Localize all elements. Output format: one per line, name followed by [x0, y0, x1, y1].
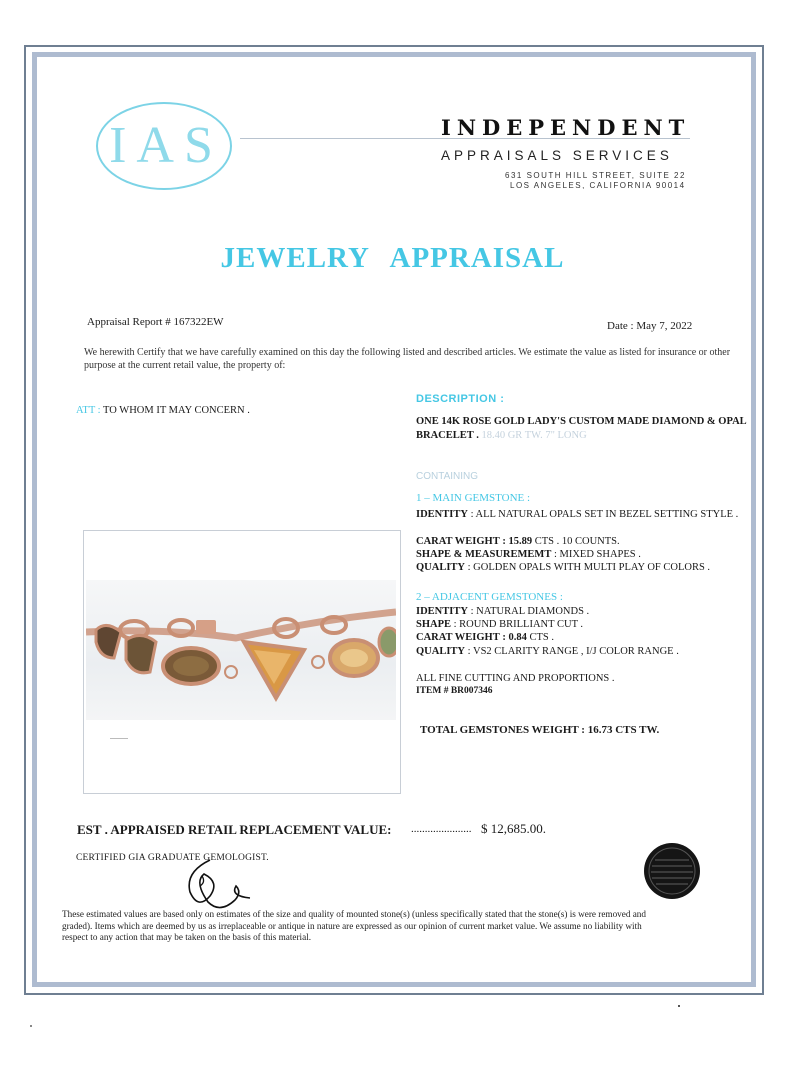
adjacent-carat-suffix: CTS .	[529, 632, 554, 643]
adjacent-carat-label: CARAT WEIGHT	[416, 632, 500, 643]
cutting-note: ALL FINE CUTTING AND PROPORTIONS .	[416, 673, 615, 684]
main-carat-suffix: CTS . 10 COUNTS.	[534, 536, 620, 547]
appraised-value-leader: ......................	[411, 823, 472, 835]
adjacent-identity-value: : NATURAL DIAMONDS .	[470, 606, 590, 617]
company-name: INDEPENDENT	[441, 115, 691, 140]
att-label: ATT :	[76, 405, 101, 416]
company-subname: APPRAISALS SERVICES	[441, 148, 673, 163]
adjacent-identity-label: IDENTITY	[416, 606, 468, 617]
adjacent-carat-value: : 0.84	[502, 632, 527, 643]
signature-icon	[180, 852, 260, 912]
main-identity-label: IDENTITY	[416, 509, 468, 520]
bracelet-photo-icon	[86, 580, 396, 720]
appraised-value-label: EST . APPRAISED RETAIL REPLACEMENT VALUE:	[77, 822, 392, 837]
adjacent-identity	[416, 605, 589, 618]
company-address-1: 631 SOUTH HILL STREET, SUITE 22	[505, 171, 686, 180]
description-text	[416, 415, 756, 443]
report-number: Appraisal Report # 167322EW	[87, 316, 224, 328]
containing-label: CONTAINING	[416, 471, 479, 482]
speck	[678, 1005, 680, 1007]
adjacent-carat	[416, 631, 554, 644]
main-quality	[416, 561, 710, 574]
adjacent-gemstones-heading: 2 – ADJACENT GEMSTONES :	[416, 591, 563, 603]
description-heading: DESCRIPTION :	[416, 393, 505, 405]
main-quality-value: : GOLDEN OPALS WITH MULTI PLAY OF COLORS .	[467, 562, 711, 573]
main-gemstone-heading: 1 – MAIN GEMSTONE :	[416, 492, 531, 504]
report-date: Date : May 7, 2022	[607, 320, 693, 332]
logo-text: IAS	[109, 117, 223, 174]
main-carat-value: : 15.89	[502, 536, 533, 547]
adjacent-quality	[416, 645, 679, 658]
disclaimer: These estimated values are based only on estimates of the size and quality of mounted stone(s) (unless specifically stated that the stone(s) is were removed and graded). Items which are deemed by us as irreplaceable or antique in nature are expressed as our opinion of current market value. We assume no liability with respect to any action that may be taken on the basis of this material.	[62, 909, 646, 942]
ias-logo	[96, 102, 236, 194]
main-identity-value: : ALL NATURAL OPALS SET IN BEZEL SETTING STYLE .	[470, 509, 739, 520]
main-identity	[416, 508, 746, 521]
company-address-2: LOS ANGELES, CALIFORNIA 90014	[510, 181, 686, 190]
main-shape	[416, 548, 641, 561]
adjacent-shape-value: : ROUND BRILLIANT CUT .	[453, 619, 584, 630]
item-number: ITEM # BR007346	[416, 686, 493, 696]
certified-gemologist: CERTIFIED GIA GRADUATE GEMOLOGIST.	[76, 853, 269, 863]
main-shape-value: : MIXED SHAPES .	[553, 549, 641, 560]
gia-seal-icon	[643, 842, 701, 900]
gia-seal	[643, 842, 701, 900]
adjacent-shape-label: SHAPE	[416, 619, 452, 630]
attention-line	[76, 405, 250, 416]
speck	[30, 1025, 32, 1027]
adjacent-quality-label: QUALITY	[416, 646, 466, 657]
bracelet-photo	[86, 580, 396, 720]
description-weight-length: 18.40 GR TW. 7" LONG	[481, 430, 587, 441]
main-carat	[416, 535, 620, 548]
photo-mark	[110, 738, 128, 739]
main-shape-label: SHAPE & MEASUREMEMT	[416, 549, 552, 560]
main-carat-label: CARAT WEIGHT	[416, 536, 500, 547]
adjacent-shape	[416, 618, 583, 631]
signature	[180, 852, 260, 912]
adjacent-quality-value: : VS2 CLARITY RANGE , I/J COLOR RANGE .	[467, 646, 679, 657]
document-title: JEWELRY APPRAISAL	[220, 242, 565, 274]
att-value: TO WHOM IT MAY CONCERN .	[103, 405, 250, 416]
main-quality-label: QUALITY	[416, 562, 466, 573]
appraised-value-amount: $ 12,685.00.	[481, 821, 546, 836]
description-main: ONE 14K ROSE GOLD LADY'S CUSTOM MADE DIAMOND & OPAL BRACELET .	[416, 416, 747, 441]
certification-statement: We herewith Certify that we have carefully examined on this day the following listed and described articles. We estimate the value as listed for insurance or other purpose at the current retail value, the property of:	[84, 347, 731, 371]
total-gemstones-weight: TOTAL GEMSTONES WEIGHT : 16.73 CTS TW.	[420, 724, 660, 736]
